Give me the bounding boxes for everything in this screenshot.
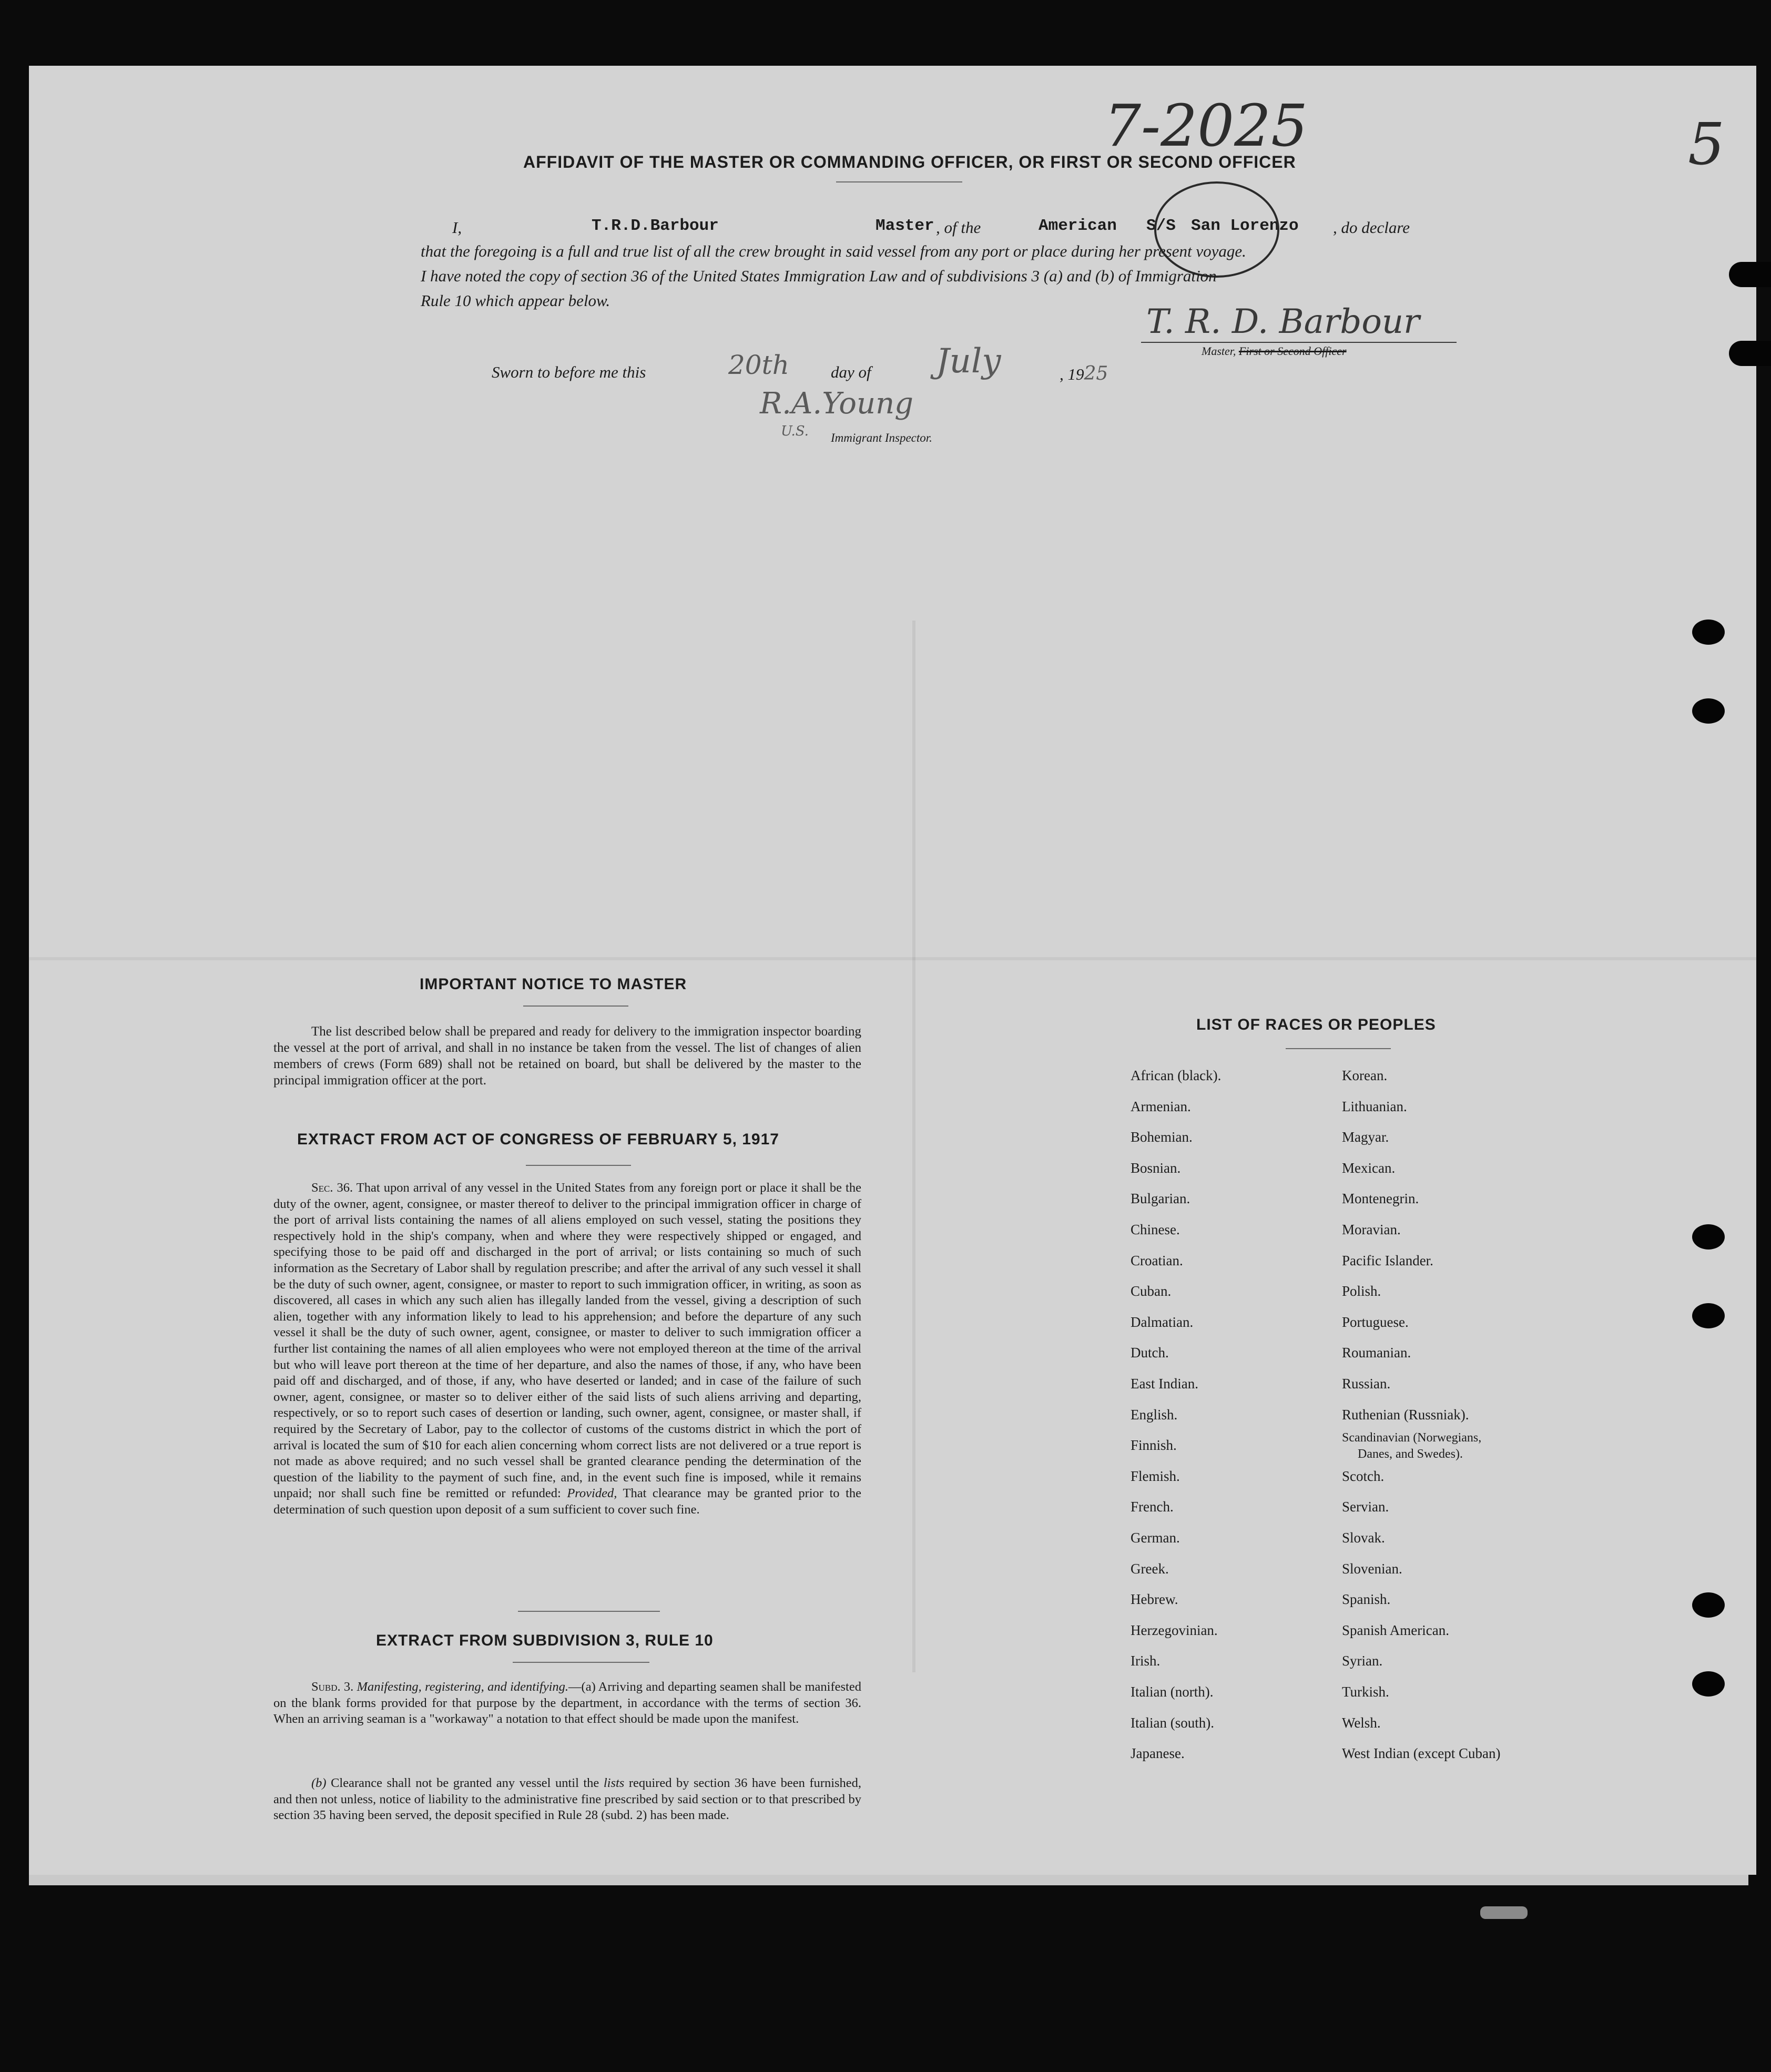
day-of-label: day of <box>831 363 871 381</box>
a-label: —(a) <box>568 1680 596 1694</box>
race-item: Italian (north). <box>1131 1684 1214 1700</box>
master-name: T.R.D.Barbour <box>592 217 719 235</box>
race-item: Bosnian. <box>1131 1160 1181 1176</box>
inspector-signature: R.A.Young <box>760 387 914 421</box>
race-item: Spanish. <box>1342 1591 1391 1608</box>
punch-hole-icon <box>1692 1224 1725 1250</box>
b-text-1: Clearance shall not be granted any vessel until the <box>331 1776 599 1790</box>
races-title: LIST OF RACES OR PEOPLES <box>1196 1016 1436 1033</box>
fold-crease-vertical <box>912 621 915 1672</box>
race-item: Korean. <box>1342 1068 1388 1083</box>
divider <box>523 1005 628 1007</box>
affidavit-line-3: I have noted the copy of section 36 of the United States Immigration Law and of subdivisions 3 (a) and (b) of Immigration <box>421 267 1217 285</box>
race-item: Bulgarian. <box>1131 1191 1190 1207</box>
punch-hole-icon <box>1692 698 1725 724</box>
race-item: Japanese. <box>1131 1745 1185 1762</box>
race-item: Dalmatian. <box>1131 1314 1194 1330</box>
signer-title-struck: First or Second Officer <box>1238 344 1347 358</box>
race-item: Flemish. <box>1131 1468 1180 1484</box>
affidavit-line-4: Rule 10 which appear below. <box>421 291 610 310</box>
sworn-month: July <box>936 342 1001 381</box>
race-item: Slovenian. <box>1342 1560 1402 1577</box>
punch-hole-icon <box>1729 262 1771 287</box>
race-item: Servian. <box>1342 1499 1389 1515</box>
subd-label: Subd. 3. <box>311 1680 354 1694</box>
divider <box>526 1165 631 1166</box>
race-item: Greek. <box>1131 1560 1169 1577</box>
punch-hole-icon <box>1692 619 1725 645</box>
divider <box>836 181 962 182</box>
race-item: Herzegovinian. <box>1131 1622 1218 1638</box>
b-text-2: required by section 36 have been furnished, and then not unless, notice of liability to the administrative fine prescribed by said section or to that prescribed by section 35 having been served, the deposit specified in Rule 28 (subd. 2) has been made. <box>273 1776 862 1823</box>
affidavit-line-2: that the foregoing is a full and true list of all the crew brought in said vessel from any port or place during her present voyage. <box>421 242 1246 260</box>
signature-line <box>1141 342 1457 343</box>
race-item: Scandinavian (Norwegians, <box>1342 1431 1482 1445</box>
inspector-title: Immigrant Inspector. <box>831 431 932 444</box>
race-item: African (black). <box>1131 1068 1222 1083</box>
stamp-mark <box>1480 1906 1528 1919</box>
vessel-nationality: American <box>1039 217 1117 235</box>
race-item: Polish. <box>1342 1283 1381 1299</box>
race-item: Ruthenian (Russniak). <box>1342 1406 1469 1423</box>
provided-label: Provided, <box>567 1486 617 1501</box>
affidavit-i-label: I, <box>452 218 462 237</box>
race-item: Cuban. <box>1131 1283 1172 1299</box>
notice-title: IMPORTANT NOTICE TO MASTER <box>420 976 687 993</box>
punch-hole-icon <box>1729 341 1771 366</box>
race-item: Roumanian. <box>1342 1345 1411 1361</box>
race-item: Hebrew. <box>1131 1591 1178 1608</box>
race-item: Pacific Islander. <box>1342 1252 1433 1268</box>
race-item: Turkish. <box>1342 1684 1389 1700</box>
sec-tail: That clearance may be granted prior to the determination of such question upon deposit of a sum sufficient to cover such fine. <box>273 1486 862 1517</box>
do-declare-label: , do declare <box>1333 218 1410 237</box>
race-item: Moravian. <box>1342 1222 1401 1237</box>
notice-text: The list described below shall be prepared and ready for delivery to the immigration inspector boarding the vessel at the port of arrival, and shall in no instance be taken from the vessel. The list of changes of alien members of crews (Form 689) shall not be retained on board, but shall be delivered by the master to the principal immigration officer at the port. <box>273 1024 861 1088</box>
signer-title-master: Master, <box>1202 344 1239 358</box>
sworn-label: Sworn to before me this <box>492 363 646 381</box>
page-mark-handwritten: 5 <box>1688 110 1725 178</box>
page-edge <box>29 1875 1748 1885</box>
race-item: Dutch. <box>1131 1345 1169 1361</box>
race-item: English. <box>1131 1406 1178 1423</box>
race-item-continuation: Danes, and Swedes). <box>1358 1447 1463 1461</box>
fold-crease-horizontal <box>29 957 1756 960</box>
race-item: Russian. <box>1342 1376 1391 1392</box>
document-page <box>29 66 1756 1875</box>
race-item: Slovak. <box>1342 1530 1385 1546</box>
race-item: Mexican. <box>1342 1160 1396 1176</box>
race-item: West Indian (except Cuban) <box>1342 1745 1501 1762</box>
extract-act-text <box>273 1180 861 1518</box>
divider <box>513 1662 649 1663</box>
punch-hole-icon <box>1692 1592 1725 1618</box>
rule-a-text <box>273 1679 861 1728</box>
of-the-label: , of the <box>936 218 981 237</box>
subd-title: Manifesting, registering, and identifying. <box>357 1680 569 1694</box>
affidavit-title: AFFIDAVIT OF THE MASTER OR COMMANDING OFFICER, OR FIRST OR SECOND OFFICER <box>523 153 1296 171</box>
year-suffix: 25 <box>1084 363 1108 384</box>
extract-act-title: EXTRACT FROM ACT OF CONGRESS OF FEBRUARY 5, 1917 <box>297 1131 779 1148</box>
race-item: Magyar. <box>1342 1129 1389 1145</box>
race-item: Chinese. <box>1131 1222 1180 1237</box>
b-label: (b) <box>311 1776 327 1790</box>
master-rank: Master <box>876 217 934 235</box>
race-item: Lithuanian. <box>1342 1098 1407 1114</box>
race-item: Croatian. <box>1131 1252 1183 1268</box>
punch-hole-icon <box>1692 1303 1725 1328</box>
inspector-initials: U.S. <box>781 423 809 439</box>
ink-circle-mark <box>1154 181 1279 278</box>
race-item: Montenegrin. <box>1342 1191 1419 1207</box>
race-item: Finnish. <box>1131 1437 1177 1454</box>
race-item: Scotch. <box>1342 1468 1385 1484</box>
master-signature: T. R. D. Barbour <box>1146 302 1420 341</box>
sec-label: Sec. 36. <box>311 1181 353 1195</box>
race-item: Syrian. <box>1342 1653 1383 1669</box>
race-item: German. <box>1131 1530 1180 1546</box>
race-item: Welsh. <box>1342 1714 1381 1731</box>
race-item: Spanish American. <box>1342 1622 1449 1638</box>
race-item: Armenian. <box>1131 1098 1191 1114</box>
signer-title <box>1202 344 1347 358</box>
year-prefix: , 19 <box>1060 365 1084 383</box>
race-item: French. <box>1131 1499 1174 1515</box>
extract-rule-title: EXTRACT FROM SUBDIVISION 3, RULE 10 <box>376 1632 714 1649</box>
b-lists: lists <box>603 1776 625 1790</box>
sec-text: That upon arrival of any vessel in the United States from any foreign port or place it shall be the duty of the owner, agent, consignee, or master thereof to deliver to the principal immigration officer in charge of the port of arrival lists containing the names of all aliens employed on such vessel, stating the positions they respectively hold in the ship's company, when and where they were respectively shipped or engaged, and specifying those to be paid off and discharged in the port of arrival; or lists containing so much of such information as the Secretary of Labor shall by regulation prescribe; and after the arrival of any such vessel it shall be the duty of such owner, agent, consignee, or master to report to such immigration officer, in writing, as soon as discovered, all cases in which any such alien has illegally landed from the vessel, giving a description of such alien, together with any information likely to lead to his apprehension; and before the departure of any such vessel it shall be the duty of such owner, agent, consignee, or master to deliver to such immigration officer a further list containing the names of all alien employees who were not employed thereon at the time of the arrival but who will leave port thereon at the time of her departure, and also the names of those, if any, who have been paid off and discharged, and of those, if any, who have deserted or landed; and in case of the failure of such owner, agent, consignee, or master so to deliver either of the said lists of such aliens arriving and departing, respectively, or so to report such cases of desertion or landing, such owner, agent, consignee, or master shall, if required by the Secretary of Labor, pay to the collector of customs of the customs district in which the port of arrival is located the sum of $10 for each alien concerning whom correct lists are not delivered or a true report is not made as above required; and no such vessel shall be granted clearance pending the determination of the question of the liability to the payment of such fine, and, in the event such fine is imposed, while it remains unpaid; nor shall such fine be remitted or refunded: <box>273 1181 861 1501</box>
file-number-handwritten: 7-2025 <box>1104 92 1308 159</box>
race-item: East Indian. <box>1131 1376 1198 1392</box>
divider <box>1286 1048 1391 1049</box>
divider <box>518 1611 660 1612</box>
a-text: Arriving and departing seamen shall be manifested on the blank forms provided for that purpose by the department, in accordance with the terms of section 36. When an arriving seaman is a "workaway" a notation to that effect should be made upon the manifest. <box>273 1680 861 1726</box>
race-item: Irish. <box>1131 1653 1161 1669</box>
rule-b-text <box>273 1775 861 1824</box>
race-item: Bohemian. <box>1131 1129 1193 1145</box>
sworn-year <box>1060 363 1108 384</box>
vessel-prefix: S/S <box>1146 217 1176 235</box>
vessel-name: San Lorenzo <box>1191 217 1299 235</box>
punch-hole-icon <box>1692 1671 1725 1697</box>
race-item: Italian (south). <box>1131 1714 1214 1731</box>
sworn-day: 20th <box>728 350 789 380</box>
race-item: Portuguese. <box>1342 1314 1409 1330</box>
